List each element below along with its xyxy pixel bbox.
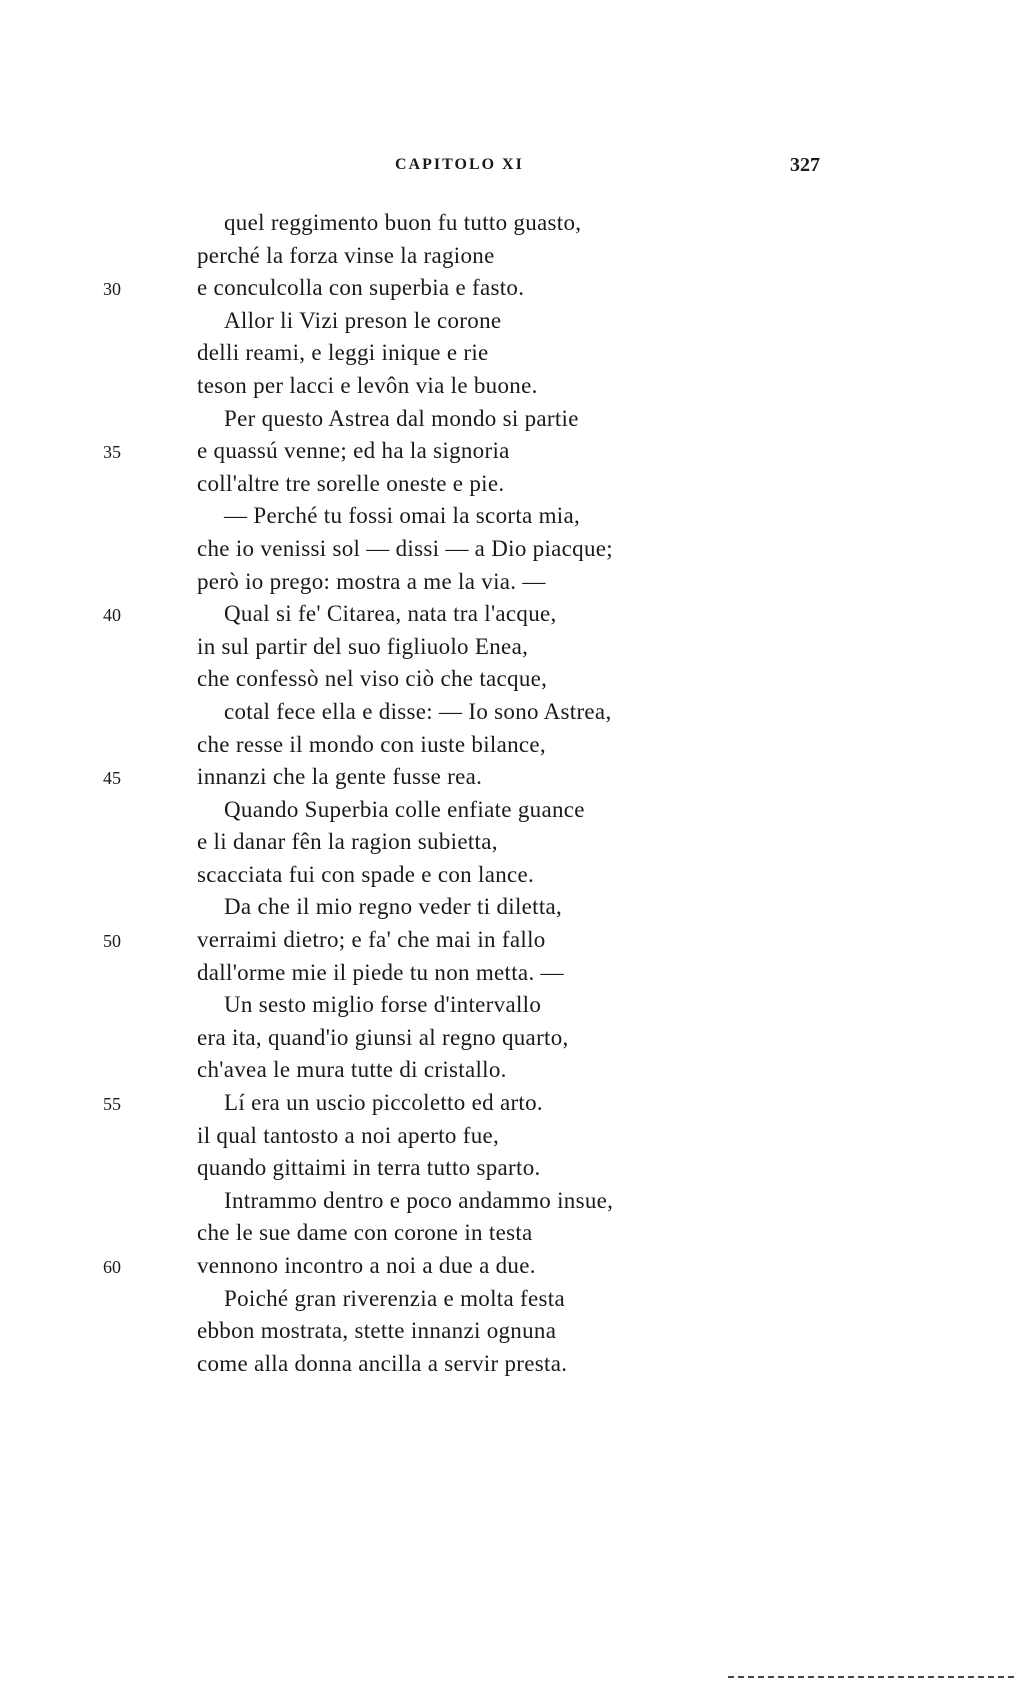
running-head [0, 148, 1014, 178]
verse-text: ch'avea le mura tutte di cristallo. [197, 1057, 507, 1083]
verse-text: Intrammo dentro e poco andammo insue, [224, 1187, 614, 1213]
verse-text: che le sue dame con corone in testa [197, 1220, 533, 1246]
verse-line [0, 729, 1014, 762]
verse-line [0, 370, 1014, 403]
verse-text: quando gittaimi in terra tutto sparto. [197, 1155, 541, 1181]
verse-line [0, 435, 1014, 468]
verse-line [0, 1250, 1014, 1283]
verse-text: teson per lacci e levôn via le buone. [197, 372, 538, 398]
verse-line [0, 240, 1014, 273]
verse-line [0, 337, 1014, 370]
verse-line [0, 1022, 1014, 1055]
verse-text: Allor li Vizi preson le corone [224, 307, 502, 333]
verse-text: delli reami, e leggi inique e rie [197, 340, 489, 366]
verse-text: e quassú venne; ed ha la signoria [197, 438, 510, 464]
line-number: 50 [103, 931, 121, 952]
verse-text: verraimi dietro; e fa' che mai in fallo [197, 927, 546, 953]
verse-text: coll'altre tre sorelle oneste e pie. [197, 470, 505, 496]
verse-text: vennono incontro a noi a due a due. [197, 1253, 536, 1278]
verse-line [0, 989, 1014, 1022]
verse-text: Poiché gran riverenzia e molta festa [224, 1285, 565, 1311]
verse-line [0, 891, 1014, 924]
verse-text: perché la forza vinse la ragione [197, 242, 495, 268]
verse-text: era ita, quand'io giunsi al regno quarto, [197, 1024, 569, 1050]
verse-text: innanzi che la gente fusse rea. [197, 764, 483, 790]
footer-rule [728, 1676, 1014, 1678]
verse-text: scacciata fui con spade e con lance. [197, 861, 535, 887]
line-number: 35 [103, 442, 121, 463]
verse-text: ebbon mostrata, stette innanzi ognuna [197, 1318, 557, 1344]
verse-line [0, 533, 1014, 566]
verse-text: però io prego: mostra a me la via. — [197, 568, 546, 594]
verse-block [0, 207, 1014, 1380]
verse-text: e conculcolla con superbia e fasto. [197, 275, 525, 301]
verse-line [0, 957, 1014, 990]
verse-text: Da che il mio regno veder ti diletta, [224, 894, 563, 920]
verse-line [0, 1185, 1014, 1218]
verse-line [0, 1217, 1014, 1250]
verse-line [0, 826, 1014, 859]
verse-text: cotal fece ella e disse: — Io sono Astrea, [224, 698, 612, 724]
verse-line [0, 696, 1014, 729]
line-number: 55 [103, 1094, 121, 1115]
verse-text: Qual si fe' Citarea, nata tra l'acque, [224, 601, 557, 627]
verse-text: Quando Superbia colle enfiate guance [224, 796, 585, 822]
verse-line [0, 272, 1014, 305]
line-number: 60 [103, 1257, 121, 1277]
verse-line [0, 663, 1014, 696]
verse-text: Un sesto miglio forse d'intervallo [224, 992, 542, 1018]
verse-line [0, 403, 1014, 436]
verse-line [0, 1315, 1014, 1348]
verse-line [0, 631, 1014, 664]
chapter-title: CAPITOLO XI [395, 156, 524, 173]
verse-text: che confessò nel viso ciò che tacque, [197, 666, 548, 692]
verse-line [0, 1152, 1014, 1185]
verse-text: quel reggimento buon fu tutto guasto, [224, 210, 582, 235]
verse-line [0, 305, 1014, 338]
verse-text: che io venissi sol — dissi — a Dio piacque; [197, 535, 613, 561]
verse-text: Lí era un uscio piccoletto ed arto. [224, 1090, 543, 1116]
verse-line [0, 207, 1014, 240]
verse-text: il qual tantosto a noi aperto fue, [197, 1122, 500, 1148]
verse-line [0, 598, 1014, 631]
line-number: 45 [103, 768, 121, 789]
verse-line [0, 468, 1014, 501]
verse-line [0, 1283, 1014, 1316]
verse-line [0, 566, 1014, 599]
verse-line [0, 500, 1014, 533]
verse-text: che resse il mondo con iuste bilance, [197, 731, 546, 757]
verse-text: come alla donna ancilla a servir presta. [197, 1350, 568, 1376]
verse-text: Per questo Astrea dal mondo si partie [224, 405, 579, 431]
line-number: 40 [103, 605, 121, 626]
verse-line [0, 1348, 1014, 1381]
verse-text: in sul partir del suo figliuolo Enea, [197, 633, 529, 659]
verse-text: dall'orme mie il piede tu non metta. — [197, 959, 564, 985]
verse-line [0, 924, 1014, 957]
page-number: 327 [790, 154, 820, 176]
line-number: 30 [103, 279, 121, 300]
verse-line [0, 1087, 1014, 1120]
verse-line [0, 859, 1014, 892]
verse-line [0, 761, 1014, 794]
verse-line [0, 1120, 1014, 1153]
verse-line [0, 1054, 1014, 1087]
verse-line [0, 794, 1014, 827]
verse-text: e li danar fên la ragion subietta, [197, 829, 498, 855]
verse-text: — Perché tu fossi omai la scorta mia, [224, 503, 581, 529]
